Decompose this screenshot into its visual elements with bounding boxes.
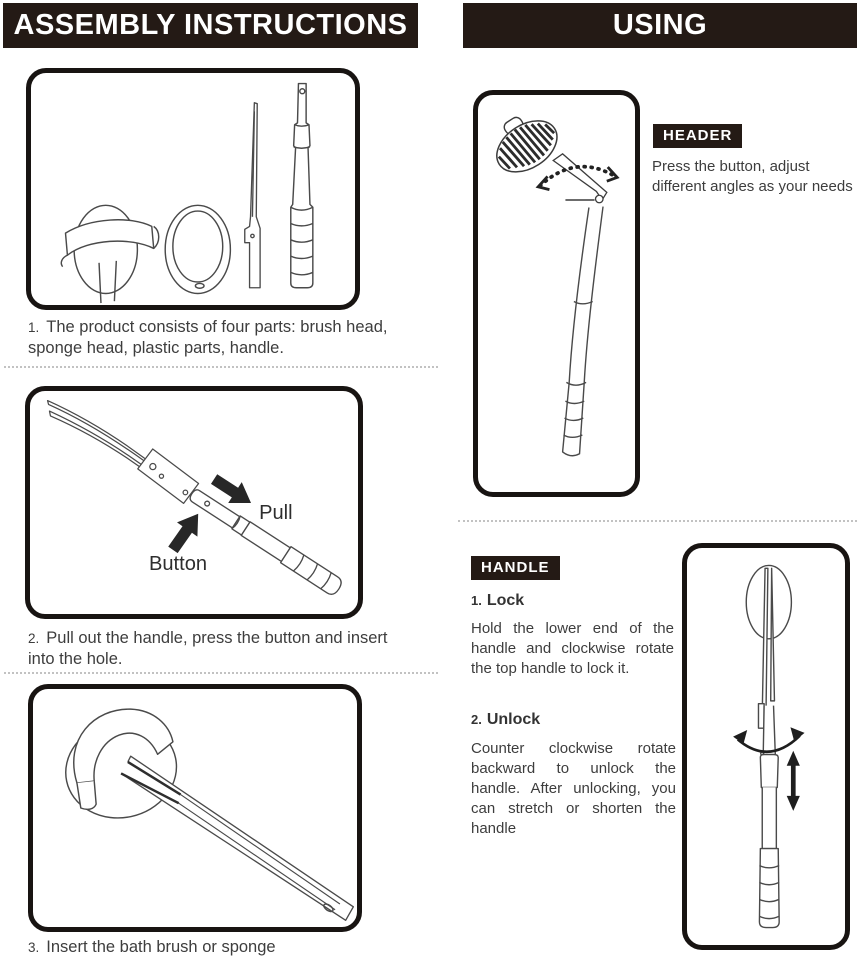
step-3-caption: [28, 937, 434, 958]
brush-ring-part: [165, 205, 230, 293]
step-1-number: 1.: [28, 320, 40, 335]
header-section-text: Press the button, adjust different angles as your needs: [652, 158, 853, 195]
handle-badge-label: HANDLE: [481, 559, 550, 576]
insert-diagram: [33, 689, 357, 927]
lock-heading: [471, 592, 524, 610]
insert-diagram-panel: [28, 684, 362, 932]
assembly-title: ASSEMBLY INSTRUCTIONS: [13, 9, 408, 41]
step-1-text: The product consists of four parts: brush head, sponge head, plastic parts, handle.: [28, 318, 388, 358]
pull-button-diagram-panel: [25, 386, 363, 619]
using-header-bar: [463, 3, 857, 48]
angle-adjust-diagram: [478, 95, 635, 492]
assembly-header-bar: [3, 3, 418, 48]
pull-button-diagram: [30, 391, 358, 614]
lock-number: 1.: [471, 593, 482, 608]
extend-shorten-arrow-icon: [787, 751, 800, 811]
step-3-number: 3.: [28, 940, 40, 955]
handle-lock-diagram: [687, 548, 845, 945]
button-label: Button: [149, 552, 208, 575]
parts-diagram-panel: [26, 68, 360, 310]
unlock-heading: [471, 711, 540, 729]
using-title: USING: [612, 9, 708, 41]
step-1-caption: [28, 317, 434, 359]
dotted-separator: [4, 672, 438, 674]
fork-part: [48, 401, 199, 504]
handle-section-badge: [471, 556, 560, 580]
parts-diagram: [31, 73, 355, 305]
step-3-text: Insert the bath brush or sponge: [46, 938, 276, 956]
step-2-number: 2.: [28, 631, 40, 646]
lock-title: Lock: [486, 592, 525, 609]
sponge-head-part: [61, 205, 158, 303]
header-badge-label: HEADER: [663, 127, 733, 144]
brush-head: [482, 102, 606, 200]
step-2-text: Pull out the handle, press the button and insert into the hole.: [28, 629, 388, 669]
handle-lock-diagram-panel: [682, 543, 850, 950]
telescoping-pole: [563, 207, 603, 456]
angle-adjust-diagram-panel: [473, 90, 640, 497]
pull-label: Pull: [259, 502, 293, 525]
plastic-fork-part: [245, 103, 260, 288]
telescoping-handle-part: [291, 84, 313, 288]
button-arrow-icon: [163, 507, 209, 557]
lock-instructions: Hold the lower end of the handle and clockwise rotate the top handle to lock it.: [471, 620, 674, 677]
step-2-caption: [28, 628, 390, 670]
sponge-on-handle: [57, 709, 354, 920]
header-section-badge: [653, 124, 742, 148]
unlock-title: Unlock: [486, 711, 541, 728]
dotted-separator: [4, 366, 438, 368]
unlock-number: 2.: [471, 712, 482, 727]
dotted-separator: [458, 520, 857, 522]
unlock-instructions: Counter clockwise rotate backward to unlock the handle. After unlocking, you can stretch or shorten the handle: [471, 740, 676, 837]
